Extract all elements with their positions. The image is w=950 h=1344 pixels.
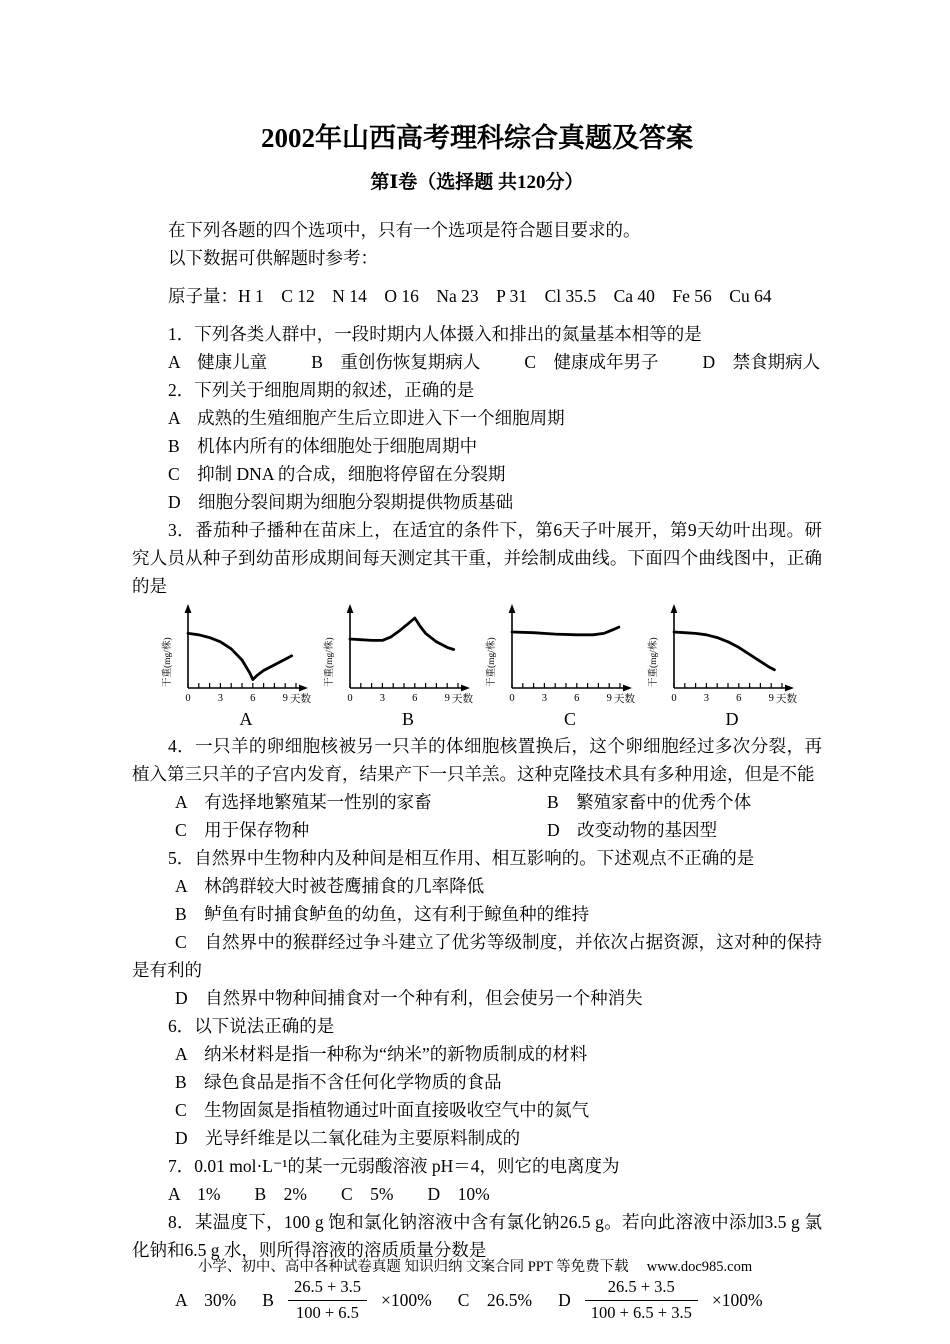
q8-option-b-group xyxy=(262,1276,431,1324)
q2-option-a: A 成熟的生殖细胞产生后立即进入下一个细胞周期 xyxy=(168,408,565,428)
q7-option-b: B 2% xyxy=(254,1184,307,1204)
dry-weight-chart-b xyxy=(320,604,482,708)
x-tick-label: 0 xyxy=(185,693,191,704)
q5-option-a: A 林鸽群较大时被苍鹰捕食的几率降低 xyxy=(175,876,485,896)
x-axis-label: 天数 xyxy=(776,694,797,705)
fraction-denominator: 100 + 6.5 xyxy=(296,1302,359,1322)
chart-d-letter: D xyxy=(725,709,739,729)
mini-line-chart xyxy=(482,604,644,708)
question-7-stem: 7．0.01 mol·L⁻¹的某一元弱酸溶液 pH＝4，则它的电离度为 xyxy=(168,1156,620,1176)
question-4-stem: 4．一只羊的卵细胞核被另一只羊的体细胞核置换后，这个卵细胞经过多次分裂，再植入第三只羊的子宫内发育，结果产下一只羊羔。这种克隆技术具有多种用途，但是不能 xyxy=(132,736,822,784)
q8-option-c: C 26.5% xyxy=(457,1290,533,1310)
x-tick-label: 9 xyxy=(768,693,774,704)
x-tick-label: 6 xyxy=(736,693,742,704)
q7-option-a: A 1% xyxy=(168,1184,221,1204)
chart-b-letter: B xyxy=(401,709,414,729)
q4-option-c: C 用于保存物种 xyxy=(175,820,310,840)
question-3-charts xyxy=(158,604,822,730)
x-tick-label: 6 xyxy=(412,693,418,704)
x-axis-label: 天数 xyxy=(452,694,473,705)
q8-option-a: A 30% xyxy=(175,1290,237,1310)
chart-option-b xyxy=(320,604,482,730)
x-axis-arrow xyxy=(299,685,308,692)
question-5-stem: 5．自然界中生物种内及种间是相互作用、相互影响的。下述观点不正确的是 xyxy=(168,848,755,868)
q8-option-d-times: ×100% xyxy=(711,1290,763,1310)
x-tick-label: 0 xyxy=(671,693,677,704)
q8-option-d-label: D xyxy=(558,1290,571,1310)
page-title: 2002年山西高考理科综合真题及答案 xyxy=(261,123,693,153)
section-subtitle: 第Ⅰ卷（选择题 共120分） xyxy=(370,172,584,193)
q8-option-b-label: B xyxy=(262,1290,274,1310)
chart-curve xyxy=(674,632,774,670)
chart-curve xyxy=(350,618,454,650)
q4-option-b: B 繁殖家畜中的优秀个体 xyxy=(547,792,752,812)
q4-option-d: D 改变动物的基因型 xyxy=(547,820,718,840)
y-axis-label: 干重(mg/株) xyxy=(649,637,659,687)
mini-line-chart xyxy=(158,604,320,708)
y-axis-arrow xyxy=(347,604,354,613)
x-tick-label: 3 xyxy=(703,693,710,704)
q6-option-c: C 生物固氮是指植物通过叶面直接吸收空气中的氮气 xyxy=(175,1100,590,1120)
y-axis-label: 干重(mg/株) xyxy=(325,637,335,687)
question-8-stem: 8．某温度下，100 g 饱和氯化钠溶液中含有氯化钠26.5 g。若向此溶液中添加3.5 g 氯化钠和6.5 g 水，则所得溶液的溶质质量分数是 xyxy=(132,1212,822,1260)
q6-option-b: B 绿色食品是指不含任何化学物质的食品 xyxy=(175,1072,502,1092)
x-tick-label: 3 xyxy=(379,693,386,704)
x-axis-arrow xyxy=(623,685,632,692)
site-footer-text: 小学、初中、高中各种试卷真题 知识归纳 文案合同 PPT 等免费下载 www.doc985.com xyxy=(197,1259,753,1275)
question-6-stem: 6．以下说法正确的是 xyxy=(168,1016,335,1036)
q2-option-b: B 机体内所有的体细胞处于细胞周期中 xyxy=(168,436,478,456)
question-7-options xyxy=(132,1180,822,1208)
exam-paper-content xyxy=(132,120,822,1330)
intro-instruction: 在下列各题的四个选项中，只有一个选项是符合题目要求的。 xyxy=(168,220,641,240)
x-tick-label: 6 xyxy=(250,693,256,704)
x-axis-label: 天数 xyxy=(290,694,311,705)
mini-line-chart xyxy=(644,604,806,708)
y-axis-label: 干重(mg/株) xyxy=(163,637,173,687)
y-axis-arrow xyxy=(185,604,192,613)
y-axis-arrow xyxy=(671,604,678,613)
intro-reference-note: 以下数据可供解题时参考： xyxy=(168,248,378,268)
x-tick-label: 9 xyxy=(282,693,288,704)
x-tick-label: 9 xyxy=(606,693,612,704)
mini-line-chart xyxy=(320,604,482,708)
chart-curve xyxy=(188,633,292,679)
fraction-denominator: 100 + 6.5 + 3.5 xyxy=(590,1302,692,1322)
q8-option-b-fraction xyxy=(288,1276,367,1324)
chart-c-letter: C xyxy=(563,709,576,729)
chart-a-letter: A xyxy=(239,709,253,729)
q2-option-c: C 抑制 DNA 的合成，细胞将停留在分裂期 xyxy=(168,464,506,484)
chart-option-d xyxy=(644,604,806,730)
x-tick-label: 3 xyxy=(217,693,224,704)
x-axis-arrow xyxy=(461,685,470,692)
dry-weight-chart-a xyxy=(158,604,320,708)
x-tick-label: 3 xyxy=(541,693,548,704)
fraction-numerator: 26.5 + 3.5 xyxy=(288,1276,367,1300)
x-tick-label: 9 xyxy=(444,693,450,704)
q1-option-a: A 健康儿童 xyxy=(168,352,268,372)
y-axis-arrow xyxy=(509,604,516,613)
x-tick-label: 6 xyxy=(574,693,580,704)
q1-option-b: B 重创伤恢复期病人 xyxy=(311,352,481,372)
chart-option-a xyxy=(158,604,320,730)
q7-option-c: C 5% xyxy=(341,1184,394,1204)
question-2-stem: 2．下列关于细胞周期的叙述，正确的是 xyxy=(168,380,475,400)
question-3-stem: 3．番茄种子播种在苗床上，在适宜的条件下，第6天子叶展开，第9天幼叶出现。研究人员从种子到幼苗形成期间每天测定其干重，并绘制成曲线。下面四个曲线图中，正确的是 xyxy=(132,520,822,596)
x-tick-label: 0 xyxy=(347,693,353,704)
q7-option-d: D 10% xyxy=(427,1184,490,1204)
dry-weight-chart-d xyxy=(644,604,806,708)
q5-option-d: D 自然界中物种间捕食对一个种有利，但会使另一个种消失 xyxy=(175,988,643,1008)
question-4-options xyxy=(132,788,822,844)
q5-option-c: C 自然界中的猴群经过争斗建立了优劣等级制度，并依次占据资源，这对种的保持是有利的 xyxy=(132,932,822,980)
question-8-options xyxy=(132,1270,822,1330)
atomic-mass-table: 原子量：H 1 C 12 N 14 O 16 Na 23 P 31 Cl 35.5 Ca 40 Fe 56 Cu 64 xyxy=(168,286,772,306)
q8-option-d-fraction xyxy=(585,1276,698,1324)
chart-option-c xyxy=(482,604,644,730)
q8-option-b-times: ×100% xyxy=(381,1290,432,1310)
q1-option-d: D 禁食期病人 xyxy=(702,352,821,372)
q6-option-a: A 纳米材料是指一种称为“纳米”的新物质制成的材料 xyxy=(175,1044,588,1064)
x-tick-label: 0 xyxy=(509,693,515,704)
question-1-stem: 1．下列各类人群中，一段时期内人体摄入和排出的氮量基本相等的是 xyxy=(168,324,702,344)
x-axis-arrow xyxy=(785,685,794,692)
q2-option-d: D 细胞分裂间期为细胞分裂期提供物质基础 xyxy=(168,492,514,512)
y-axis-label: 干重(mg/株) xyxy=(487,637,497,687)
dry-weight-chart-c xyxy=(482,604,644,708)
q4-option-a: A 有选择地繁殖某一性别的家畜 xyxy=(175,792,432,812)
question-1-options xyxy=(132,348,822,376)
chart-curve xyxy=(512,627,619,635)
q8-option-d-group xyxy=(558,1276,762,1324)
q1-option-c: C 健康成年男子 xyxy=(524,352,659,372)
x-axis-label: 天数 xyxy=(614,694,635,705)
fraction-numerator: 26.5 + 3.5 xyxy=(585,1276,698,1300)
q6-option-d: D 光导纤维是以二氧化硅为主要原料制成的 xyxy=(175,1128,521,1148)
q5-option-b: B 鲈鱼有时捕食鲈鱼的幼鱼，这有利于鲸鱼种的维持 xyxy=(175,904,590,924)
